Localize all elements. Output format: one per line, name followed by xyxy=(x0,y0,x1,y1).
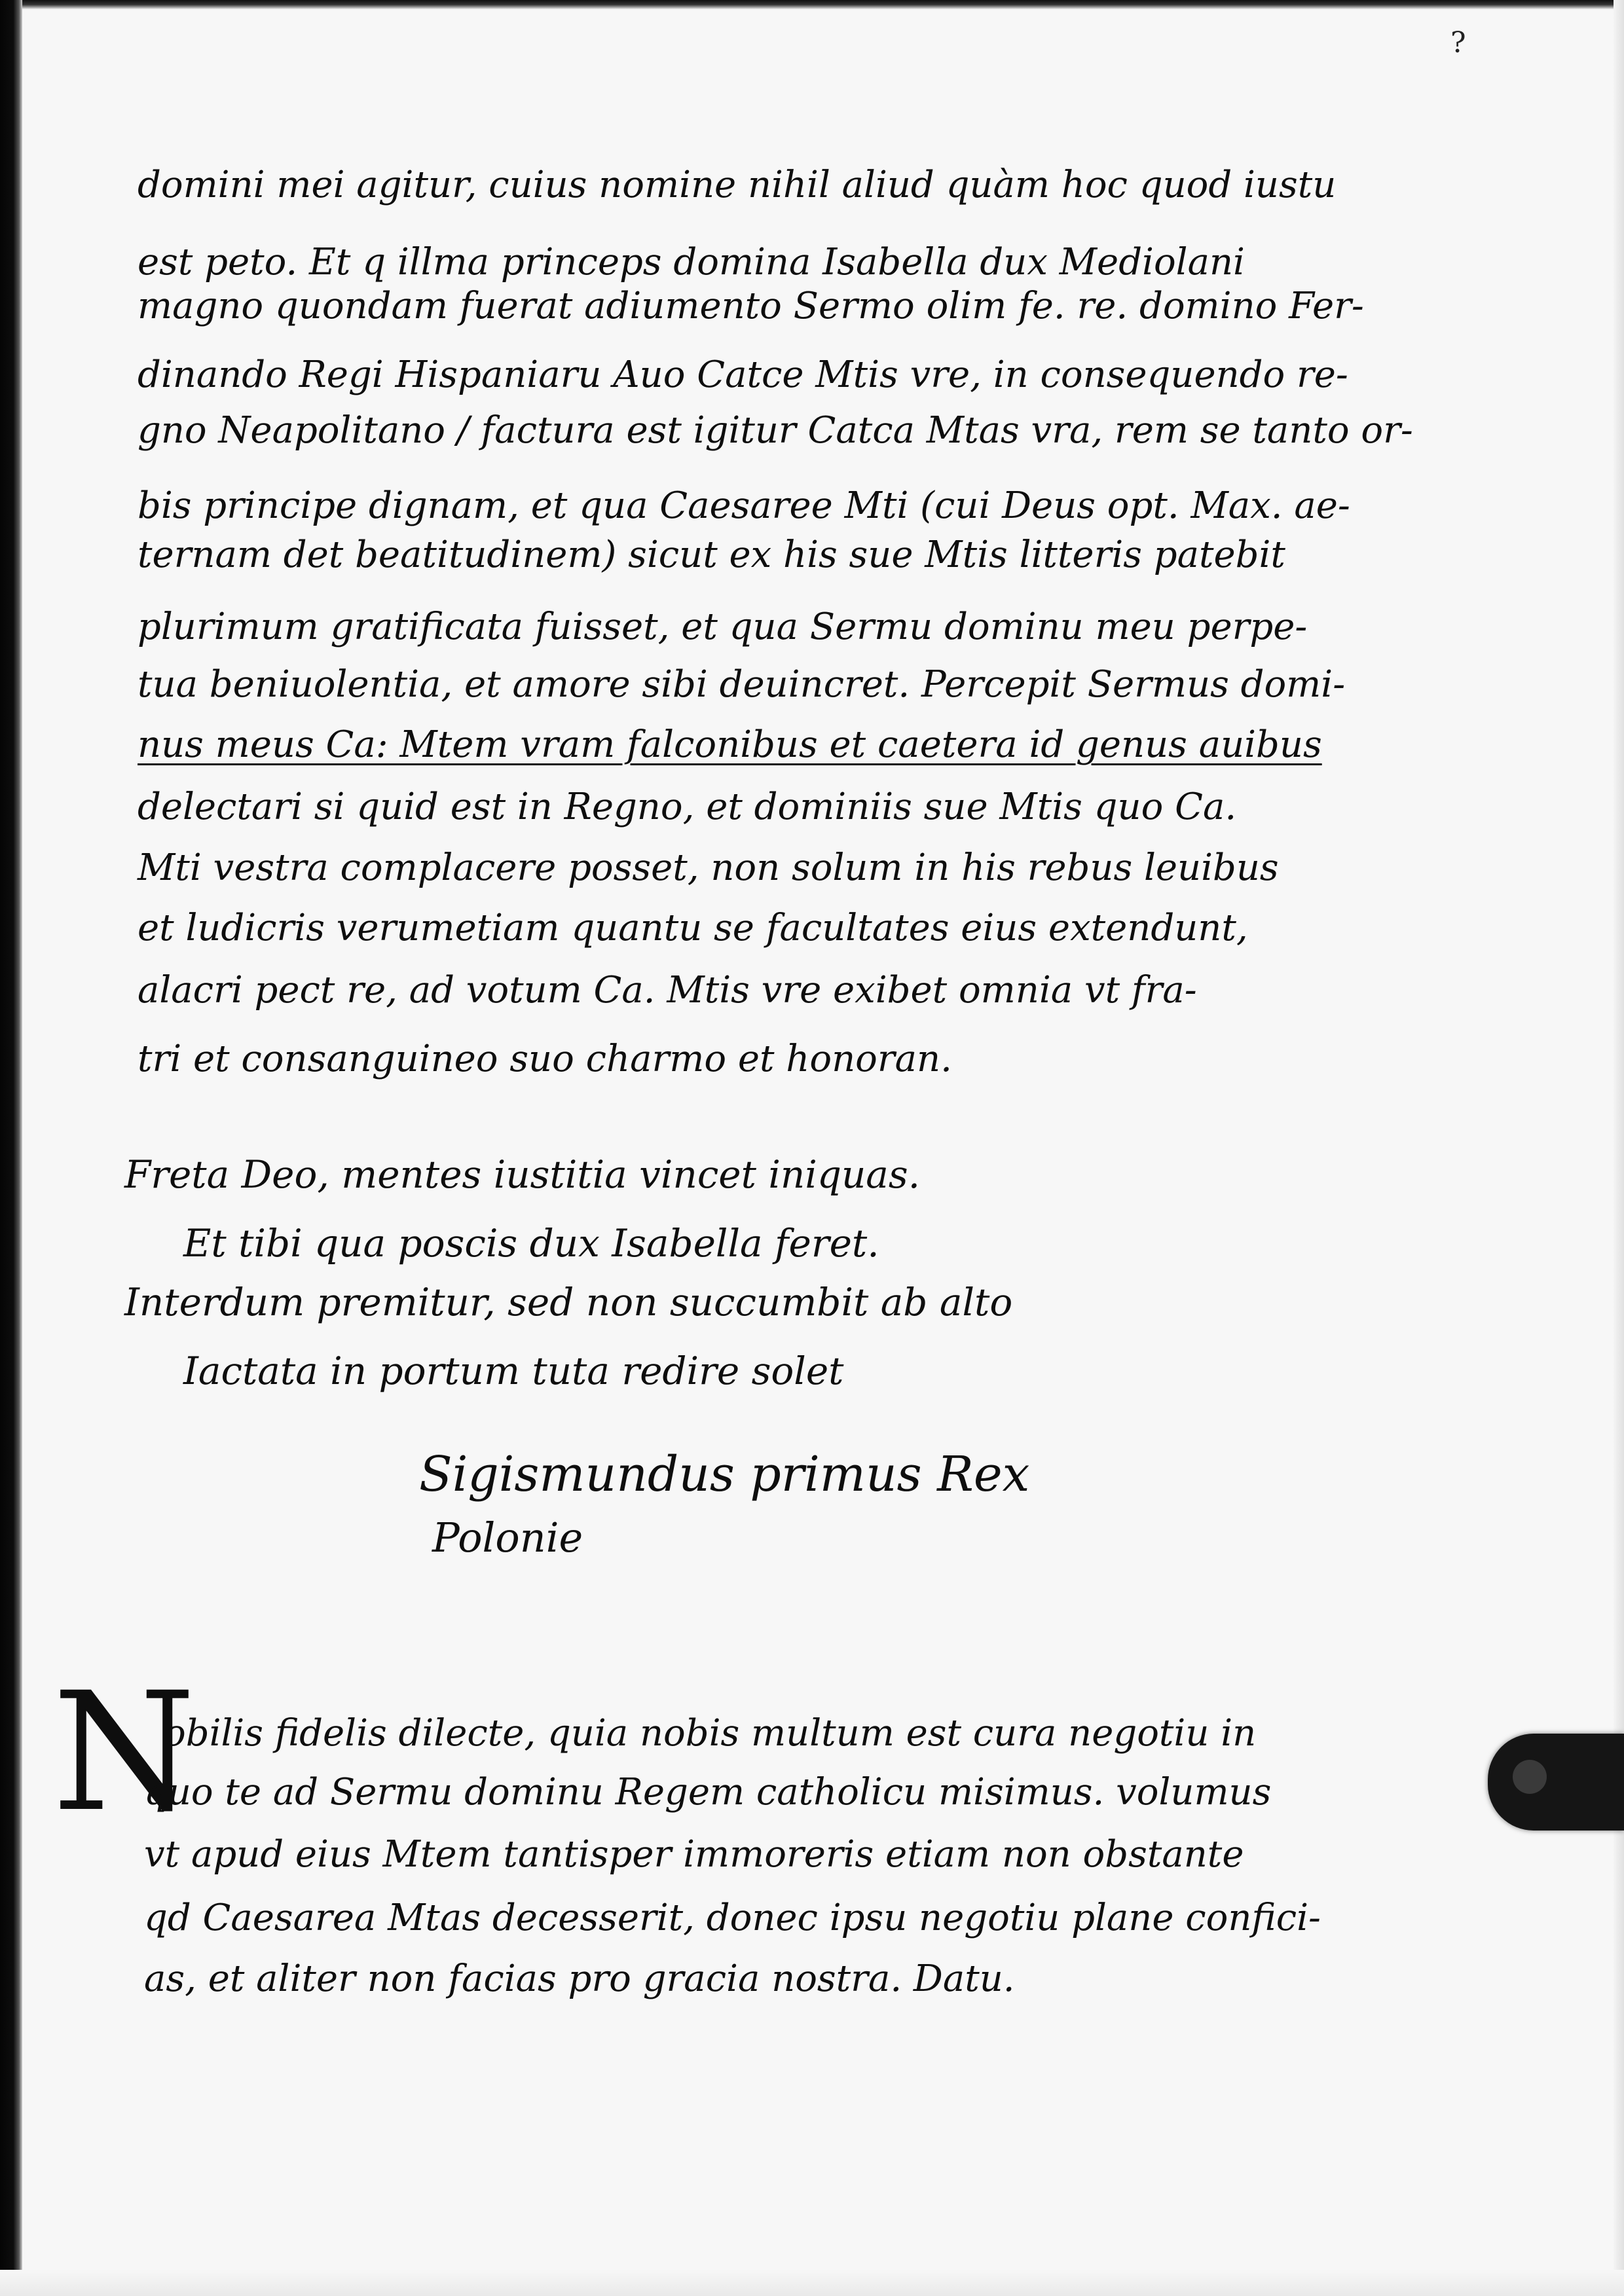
section2-line-5: as, et aliter non facias pro gracia nostra. Datu. xyxy=(144,1958,1015,2000)
poem-line-3: Interdum premitur, sed non succumbit ab alto xyxy=(124,1280,1013,1324)
section1-line-2: est peto. Et q illma princeps domina Isabella dux Mediolani xyxy=(138,241,1245,283)
section1-line-6: bis principe dignam, et qua Caesaree Mti (cui Deus opt. Max. ae- xyxy=(138,484,1350,527)
page-bottom-shade xyxy=(0,2270,1624,2296)
page-right-edge xyxy=(1614,0,1624,2296)
section1-line-1: domini mei agitur, cuius nomine nihil aliud quàm hoc quod iustu xyxy=(138,164,1337,206)
poem-line-1: Freta Deo, mentes iustitia vincet iniquas. xyxy=(124,1152,921,1197)
binding-edge xyxy=(0,0,22,2296)
section1-line-7: ternam det beatitudinem) sicut ex his sue Mtis litteris patebit xyxy=(138,534,1285,576)
section1-line-8: plurimum gratificata fuisset, et qua Sermu dominu meu perpe- xyxy=(138,606,1308,648)
signature-name: Sigismundus primus Rex xyxy=(419,1446,1030,1503)
section1-line-4: dinando Regi Hispaniaru Auo Catce Mtis vre, in consequendo re- xyxy=(138,354,1348,396)
clasp-hole xyxy=(1513,1760,1547,1794)
section1-line-15: tri et consanguineo suo charmo et honoran. xyxy=(138,1038,952,1080)
section2-line-1: obilis fidelis dilecte, quia nobis multum est cura negotiu in xyxy=(164,1712,1257,1755)
section2-line-4: qd Caesarea Mtas decesserit, donec ipsu negotiu plane confici- xyxy=(144,1897,1321,1939)
poem-line-2: Et tibi qua poscis dux Isabella feret. xyxy=(183,1221,879,1266)
section1-line-12: Mti vestra complacere posset, non solum in his rebus leuibus xyxy=(138,847,1279,889)
section2-line-2: quo te ad Sermu dominu Regem catholicu misimus. volumus xyxy=(144,1771,1272,1813)
poem-line-4: Iactata in portum tuta redire solet xyxy=(183,1349,844,1393)
section1-line-3: magno quondam fuerat adiumento Sermo olim fe. re. domino Fer- xyxy=(138,285,1364,327)
section1-line-11: delectari si quid est in Regno, et dominiis sue Mtis quo Ca. xyxy=(138,786,1237,828)
signature-title: Polonie xyxy=(432,1514,583,1561)
section2-line-3: vt apud eius Mtem tantisper immoreris etiam non obstante xyxy=(144,1833,1244,1876)
book-clasp xyxy=(1488,1734,1624,1831)
drop-capital: N xyxy=(52,1657,196,1848)
folio-mark: ? xyxy=(1450,26,1466,60)
top-edge-shadow xyxy=(0,0,1624,9)
section1-line-10: nus meus Ca: Mtem vram falconibus et caetera id genus auibus xyxy=(138,723,1322,766)
section1-line-9: tua beniuolentia, et amore sibi deuincret. Percepit Sermus domi- xyxy=(138,663,1346,706)
section1-line-5: gno Neapolitano / factura est igitur Catca Mtas vra, rem se tanto or- xyxy=(138,409,1413,452)
section1-line-13: et ludicris verumetiam quantu se facultates eius extendunt, xyxy=(138,907,1248,949)
section1-line-14: alacri pect re, ad votum Ca. Mtis vre exibet omnia vt fra- xyxy=(138,969,1197,1011)
